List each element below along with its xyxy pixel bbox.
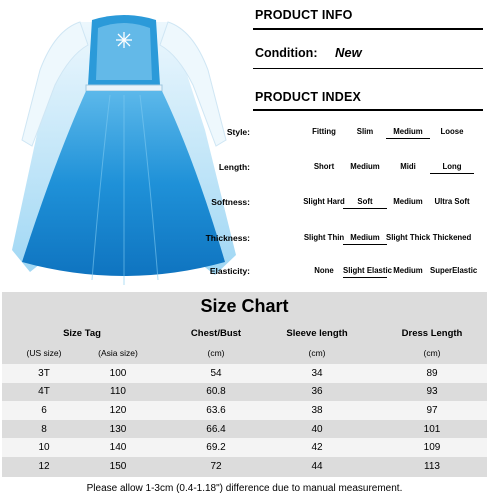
table-header: Size Tag [63, 327, 101, 339]
selected-underline [343, 208, 387, 210]
table-cell: 3T [38, 367, 50, 379]
table-cell: 8 [41, 423, 47, 435]
table-cell: (cm) [207, 348, 225, 358]
size-chart [2, 292, 487, 477]
table-cell: 140 [109, 442, 127, 454]
table-cell: 72 [210, 460, 222, 472]
table-cell: 93 [426, 386, 438, 398]
table-row [2, 383, 487, 402]
index-label: Thickness: [205, 233, 250, 243]
measurement-note: Please allow 1-3cm (0.4-1.18") difference due to manual measurement. [86, 483, 403, 494]
selected-underline [343, 244, 387, 246]
table-cell: 36 [311, 386, 323, 398]
table-cell: 40 [311, 423, 323, 435]
table-row [2, 324, 487, 342]
table-row [2, 438, 487, 457]
index-option-selected: Soft [343, 197, 387, 206]
table-cell: 110 [110, 386, 126, 398]
table-cell: (Asia size) [98, 348, 138, 358]
dress-illustration [0, 0, 245, 292]
index-option: Medium [393, 197, 423, 206]
table-cell: 120 [109, 404, 127, 416]
product-info-heading: PRODUCT INFO [255, 8, 353, 22]
table-cell: 10 [38, 442, 50, 454]
table-cell: 63.6 [206, 404, 226, 416]
index-option: Midi [400, 162, 416, 171]
index-option: SuperElastic [430, 266, 478, 275]
selected-underline [343, 277, 387, 279]
table-row [2, 364, 487, 383]
table-cell: 6 [41, 404, 47, 416]
index-label: Softness: [211, 197, 250, 207]
index-option: Slight Thin [303, 233, 345, 242]
table-cell: 113 [424, 460, 440, 472]
selected-underline [430, 173, 474, 175]
table-cell: 109 [423, 442, 441, 454]
index-label: Elasticity: [209, 266, 250, 276]
index-option: Slight Hard [303, 197, 345, 206]
table-cell: 54 [210, 367, 222, 379]
table-cell: 101 [423, 423, 441, 435]
table-cell: 4T [38, 386, 50, 398]
size-chart-title: Size Chart [200, 296, 289, 316]
index-option: Slight Thick [386, 233, 431, 242]
divider [253, 28, 483, 30]
condition-label: Condition: [255, 46, 318, 60]
index-option-selected: Medium [343, 233, 387, 242]
table-cell: 42 [311, 442, 323, 454]
table-cell: 60.8 [206, 386, 226, 398]
index-option: Thickened [432, 233, 472, 242]
table-cell: 69.2 [206, 442, 226, 454]
index-option: None [314, 266, 334, 275]
product-index-heading: PRODUCT INDEX [255, 90, 362, 104]
index-option: Slim [356, 127, 374, 136]
index-label: Style: [226, 127, 250, 137]
table-cell: 44 [311, 460, 323, 472]
table-row [2, 420, 487, 439]
index-label: Length: [218, 162, 250, 172]
table-row [2, 344, 487, 362]
table-cell: 130 [109, 423, 127, 435]
divider [253, 68, 483, 69]
table-cell: 38 [311, 404, 323, 416]
table-cell: 89 [426, 367, 438, 379]
table-cell: 97 [426, 404, 438, 416]
divider [253, 109, 483, 111]
table-cell: (cm) [423, 348, 441, 358]
table-cell: (cm) [308, 348, 326, 358]
index-option: Fitting [312, 127, 336, 136]
table-cell: 100 [109, 367, 127, 379]
table-cell: 34 [311, 367, 323, 379]
index-option: Ultra Soft [434, 197, 470, 206]
table-header: Chest/Bust [190, 327, 242, 339]
table-header: Sleeve length [286, 327, 348, 339]
index-option: Medium [393, 266, 423, 275]
index-option: Medium [350, 162, 380, 171]
index-option-selected: Long [430, 162, 474, 171]
index-option: Loose [440, 127, 464, 136]
selected-underline [386, 138, 430, 140]
index-option-selected: Slight Elastic [343, 266, 387, 275]
index-option: Short [313, 162, 335, 171]
table-cell: 150 [109, 460, 127, 472]
table-header: Dress Length [401, 327, 463, 339]
table-row [2, 401, 487, 420]
table-cell: 66.4 [206, 423, 226, 435]
index-option-selected: Medium [386, 127, 430, 136]
condition-value: New [335, 45, 362, 60]
table-cell: 12 [38, 460, 50, 472]
table-row [2, 457, 487, 476]
table-cell: (US size) [26, 348, 62, 358]
